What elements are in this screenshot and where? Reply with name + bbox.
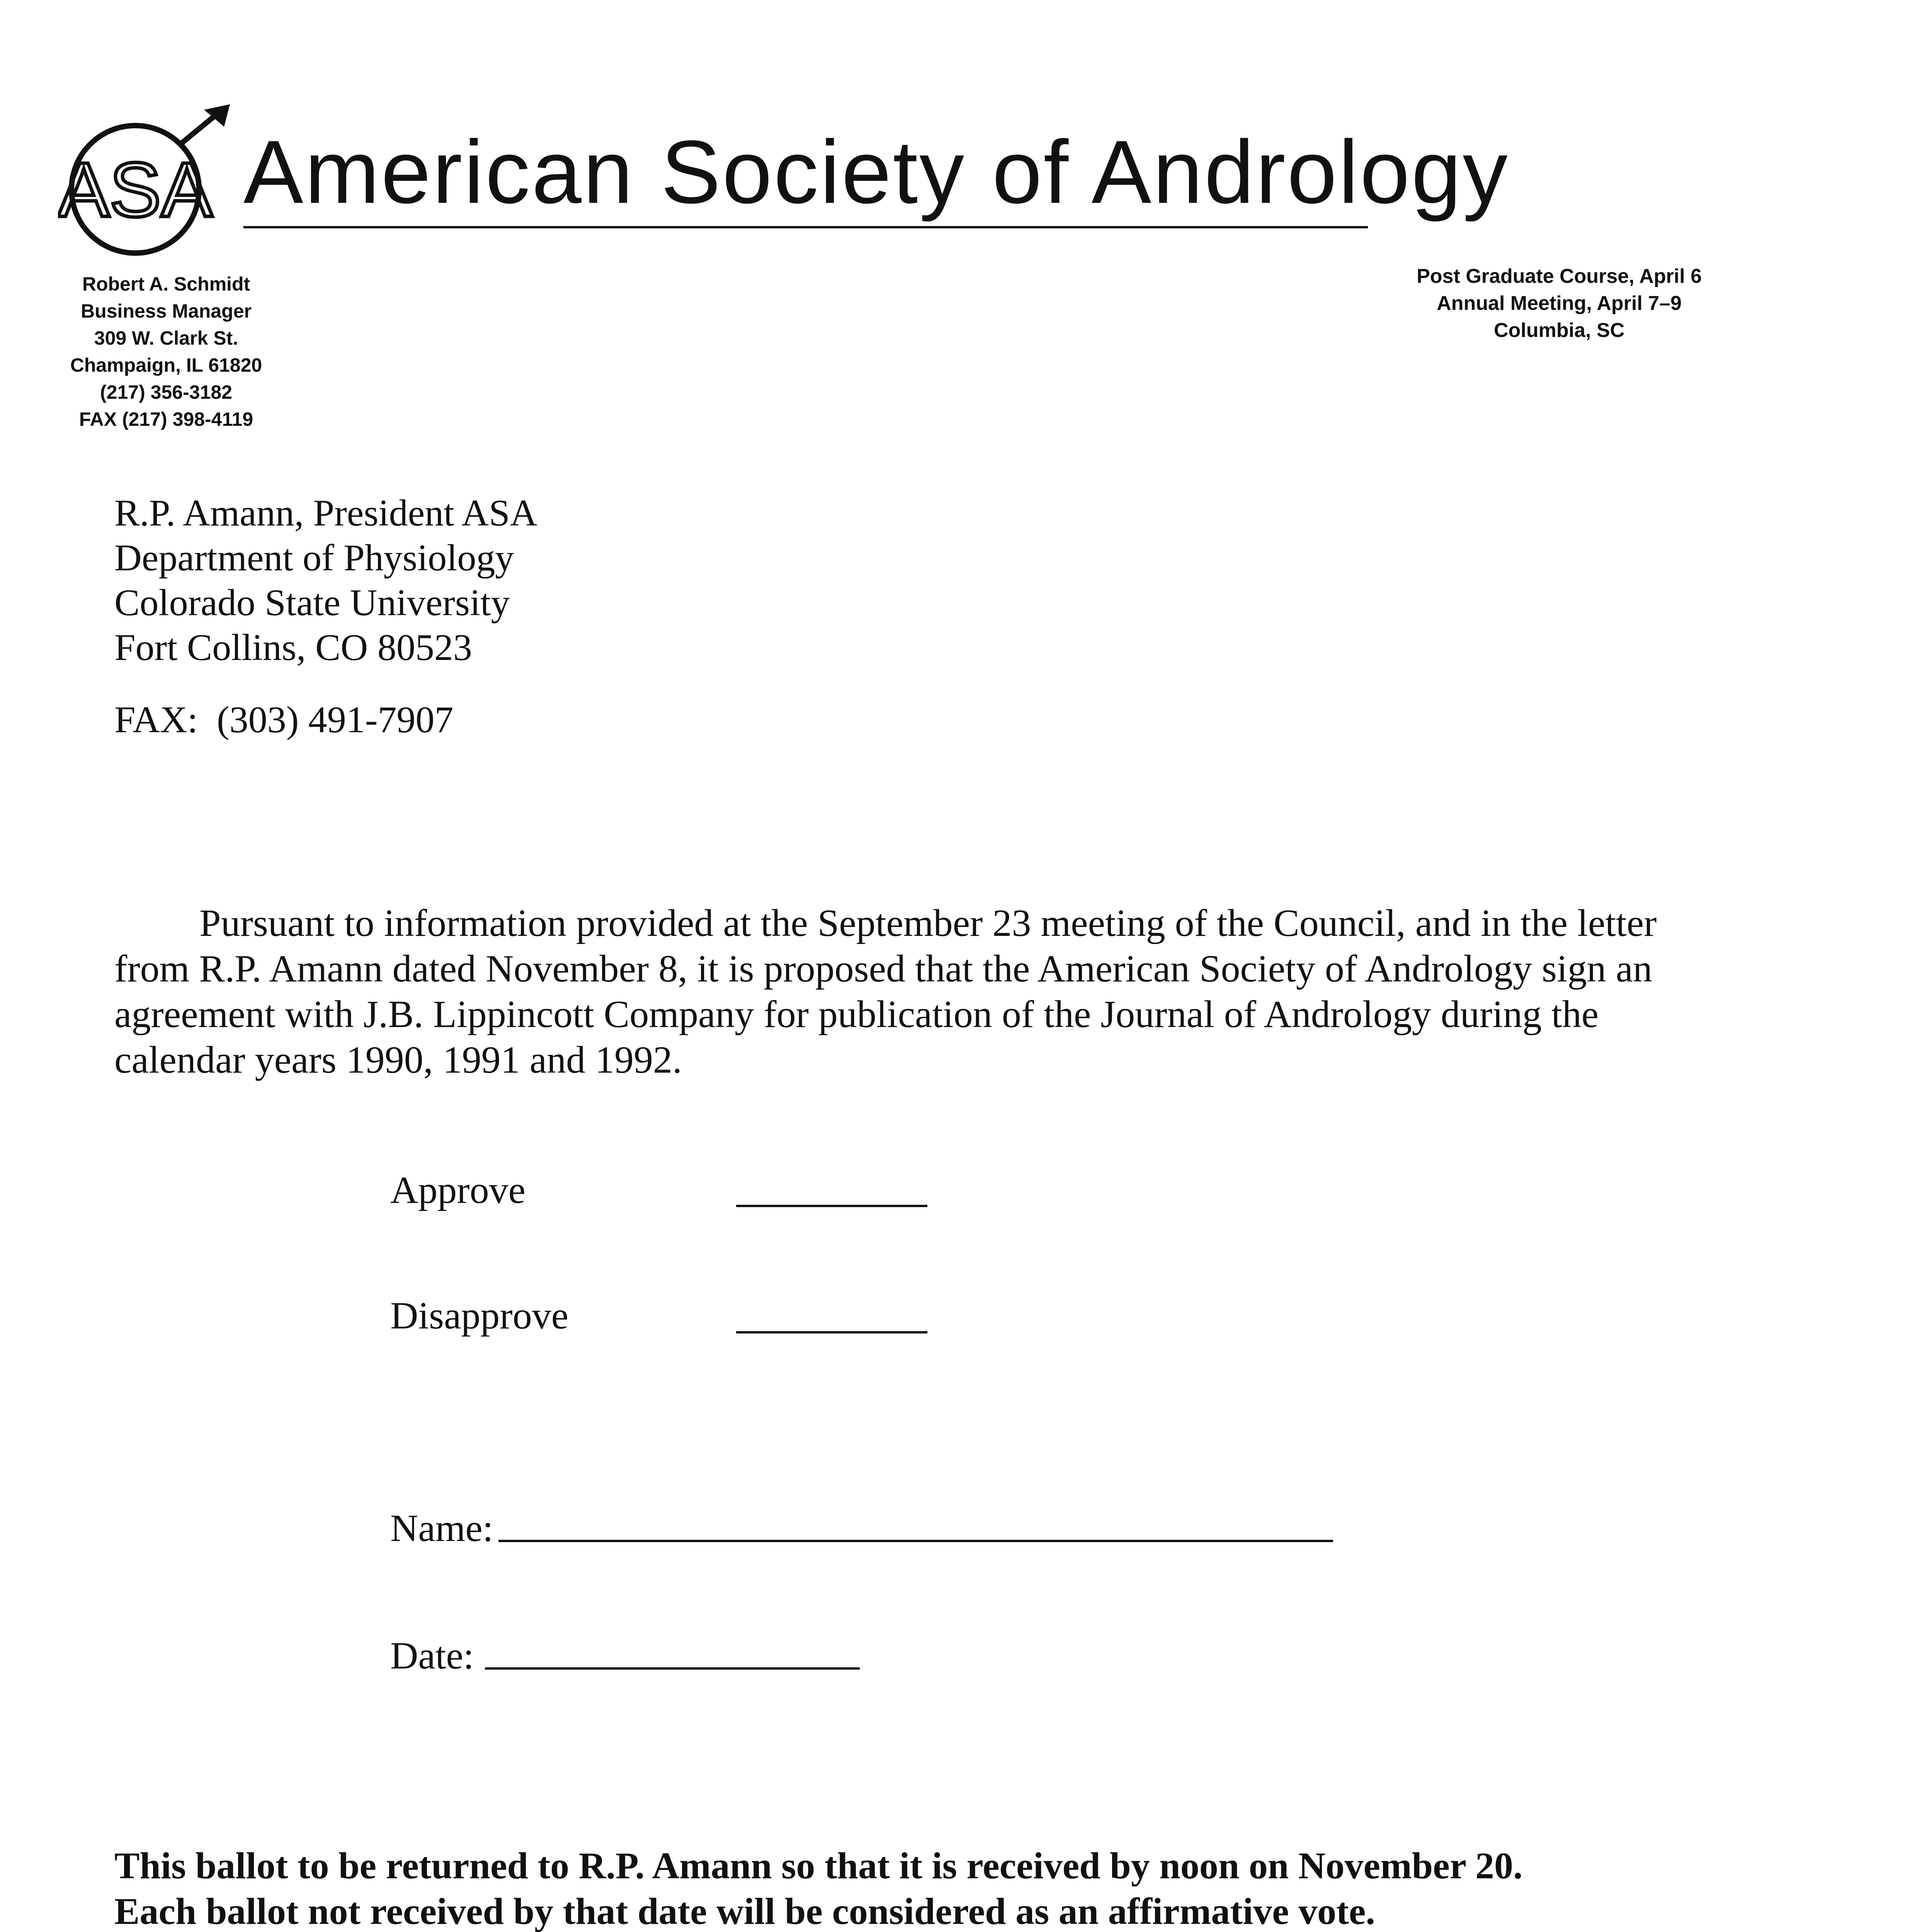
bm-line: (217) 356-3182	[100, 381, 232, 403]
recipient-address	[114, 491, 537, 670]
date-label: Date:	[390, 1634, 474, 1677]
logo-lettering: ASA	[58, 147, 213, 233]
address-line: R.P. Amann, President ASA	[114, 492, 538, 534]
bm-line: FAX (217) 398-4119	[79, 408, 253, 430]
notice-line-2: Each ballot not received by that date will be considered as an affirmative vote.	[114, 1891, 1375, 1932]
header-rule	[243, 226, 1368, 228]
asa-logo-icon	[58, 104, 236, 267]
meeting-line: Post Graduate Course, April 6	[1417, 265, 1702, 287]
meeting-line: Columbia, SC	[1493, 319, 1625, 342]
recipient-fax	[114, 697, 453, 742]
proposal-paragraph	[114, 900, 1718, 1083]
address-line: Colorado State University	[114, 582, 510, 624]
name-field[interactable]	[498, 1540, 1333, 1542]
bm-line: Champaign, IL 61820	[70, 354, 262, 376]
meeting-line: Annual Meeting, April 7–9	[1437, 292, 1682, 315]
address-line: Department of Physiology	[114, 537, 514, 579]
bm-line: Robert A. Schmidt	[82, 273, 250, 295]
approve-blank[interactable]	[736, 1205, 927, 1207]
proposal-text: Pursuant to information provided at the September 23 meeting of the Council, and in the letter from R.P. Amann dated November 8, it is proposed that the American Society of Andrology sign an agreement with J.B. Lippincott Company for publication of the Journal of Andrology during the calendar years 1990, 1991 and 1992.	[114, 901, 1657, 1081]
meeting-info-block	[1352, 263, 1766, 344]
approve-label: Approve	[390, 1168, 526, 1211]
business-manager-block	[58, 270, 274, 433]
bm-line: Business Manager	[81, 300, 252, 322]
disapprove-label: Disapprove	[390, 1294, 568, 1337]
date-field[interactable]	[485, 1667, 860, 1670]
fax-label: FAX:	[114, 699, 198, 741]
notice-line-1: This ballot to be returned to R.P. Amann so that it is received by noon on November 20.	[114, 1845, 1523, 1887]
address-line: Fort Collins, CO 80523	[114, 627, 472, 668]
fax-number: (303) 491-7907	[217, 699, 454, 741]
name-label: Name:	[390, 1507, 493, 1549]
organization-name: American Society of Andrology	[243, 122, 1509, 222]
bm-line: 309 W. Clark St.	[94, 327, 238, 349]
return-notice	[114, 1843, 1776, 1932]
disapprove-blank[interactable]	[736, 1331, 927, 1333]
